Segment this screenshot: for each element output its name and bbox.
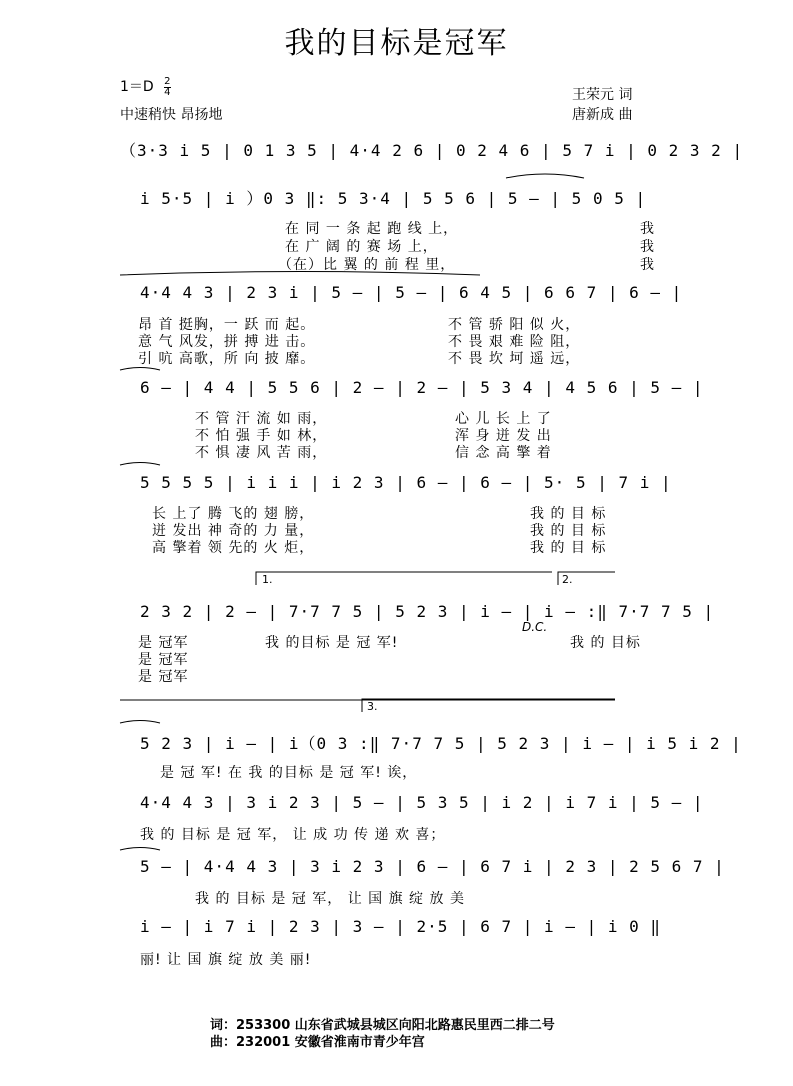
lyric-pickup-3: 我 xyxy=(640,257,655,273)
notation-line-1: （3·3 i 5 | 0 1 3 5 | 4·4 2 6 | 0 2 4 6 | 5 7 i | 0 2 3 2 | xyxy=(120,141,744,160)
lyric-verse3-line5a: 高 擎着 领 先的 火 炬， xyxy=(152,540,315,556)
lyricist-address: 词：253300 山东省武城县城区向阳北路惠民里西二排二号 xyxy=(210,1018,555,1033)
lyric-verse2-line4a: 不 怕 强 手 如 林， xyxy=(195,428,328,444)
lyric-verse3-line4b: 信 念 高 擎 着 xyxy=(455,445,552,461)
key-label: 1＝D xyxy=(120,79,154,95)
da-capo-mark: D.C. xyxy=(522,620,548,634)
lyric-line8: 我 的 目标 是 冠 军， 让 成 功 传 递 欢 喜； xyxy=(140,827,446,843)
composer-credit: 唐新成 曲 xyxy=(572,107,633,123)
lyric-verse1-line5b: 我 的 目 标 xyxy=(530,506,607,522)
volta-3-label: 3. xyxy=(367,700,378,713)
lyric-verse2-line6a: 是 冠军 xyxy=(138,652,189,668)
slur-arc xyxy=(120,463,160,466)
song-title: 我的目标是冠军 xyxy=(284,26,509,61)
lyric-verse3-line6a: 是 冠军 xyxy=(138,669,189,685)
lyric-verse3-line3a: 引 吭 高歌，所 向 披 靡。 xyxy=(138,351,316,367)
lyric-verse2-line4b: 浑 身 迸 发 出 xyxy=(455,428,552,444)
time-signature: $\frac{2}{4}$ xyxy=(164,75,171,98)
lyric-verse2-line5a: 迸 发出 神 奇的 力 量， xyxy=(152,523,315,539)
lyric-verse2-line3b: 不 畏 艰 难 险 阻， xyxy=(448,334,581,350)
notation-line-6: 2 3 2 | 2 — | 7·7 7 5 | 5 2 3 | i — | i — :‖ 7·7 7 5 | xyxy=(140,602,715,621)
lyric-verse2-line3a: 意 气 风发，拼 搏 进 击。 xyxy=(138,334,316,350)
lyric-verse2-line5b: 我 的 目 标 xyxy=(530,523,607,539)
composer-address: 曲：232001 安徽省淮南市青少年宫 xyxy=(210,1035,425,1050)
lyric-verse3-line3b: 不 畏 坎 坷 遥 远， xyxy=(448,351,581,367)
lyric-verse3-line5b: 我 的 目 标 xyxy=(530,540,607,556)
lyric-line7: 是 冠 军! 在 我 的目标 是 冠 军! 诶， xyxy=(160,765,418,781)
lyric-pickup-2: 我 xyxy=(640,239,655,255)
notation-line-5: 5 5 5 5 | i i i | i 2 3 | 6 — | 6 — | 5· 5 | 7 i | xyxy=(140,473,672,492)
volta-3-bracket xyxy=(362,699,615,712)
lyric-verse3-line2: （在）比 翼 的 前 程 里， xyxy=(278,257,456,273)
lyricist-credit: 王荣元 词 xyxy=(572,87,633,103)
notation-line-9: 5 — | 4·4 4 3 | 3 i 2 3 | 6 — | 6 7 i | 2 3 | 2 5 6 7 | xyxy=(140,857,725,876)
notation-line-4: 6 — | 4 4 | 5 5 6 | 2 — | 2 — | 5 3 4 | 4 5 6 | 5 — | xyxy=(140,378,704,397)
lyric-line6c: 我 的 目标 xyxy=(570,635,641,651)
volta-1-label: 1. xyxy=(262,573,273,586)
lyric-verse1-line4b: 心 儿 长 上 了 xyxy=(455,411,552,427)
lyric-line10: 丽! 让 国 旗 绽 放 美 丽! xyxy=(140,952,312,968)
lyric-verse1-line2: 在 同 一 条 起 跑 线 上， xyxy=(285,221,459,237)
lyric-verse3-line4a: 不 惧 凄 风 苦 雨， xyxy=(195,445,328,461)
volta-2-label: 2. xyxy=(562,573,573,586)
lyric-verse2-line2: 在 广 阔 的 赛 场 上， xyxy=(285,239,438,255)
notation-line-3: 4·4 4 3 | 2 3 i | 5 — | 5 — | 6 4 5 | 6 6 7 | 6 — | xyxy=(140,283,683,302)
lyric-verse1-line3a: 昂 首 挺胸，一 跃 而 起。 xyxy=(138,317,316,333)
slur-arc xyxy=(506,174,584,178)
tempo-marking: 中速稍快 昂扬地 xyxy=(120,107,223,123)
lyric-verse1-line6a: 是 冠军 xyxy=(138,635,189,651)
slur-arc xyxy=(120,721,160,724)
lyric-verse1-line3b: 不 管 骄 阳 似 火， xyxy=(448,317,581,333)
lyric-pickup-1: 我 xyxy=(640,221,655,237)
notation-line-7: 5 2 3 | i — | i（0 3 :‖ 7·7 7 5 | 5 2 3 | i — | i 5 i 2 | xyxy=(140,734,742,753)
notation-line-8: 4·4 4 3 | 3 i 2 3 | 5 — | 5 3 5 | i 2 | i 7 i | 5 — | xyxy=(140,793,704,812)
slur-arc xyxy=(120,848,160,851)
lyric-verse1-line5a: 长 上了 腾 飞的 翅 膀， xyxy=(152,506,315,522)
lyric-verse1-line4a: 不 管 汗 流 如 雨， xyxy=(195,411,328,427)
lyric-line9: 我 的 目标 是 冠 军， 让 国 旗 绽 放 美 xyxy=(195,891,465,907)
lyric-line6b: 我 的目标 是 冠 军! xyxy=(265,635,399,651)
volta-1-bracket xyxy=(256,572,552,585)
notation-line-10: i — | i 7 i | 2 3 | 3 — | 2·5 | 6 7 | i — | i 0 ‖ xyxy=(140,917,662,936)
notation-line-2: i 5·5 | i ）0 3 ‖: 5 3·4 | 5 5 6 | 5 — | 5 0 5 | xyxy=(140,189,647,208)
